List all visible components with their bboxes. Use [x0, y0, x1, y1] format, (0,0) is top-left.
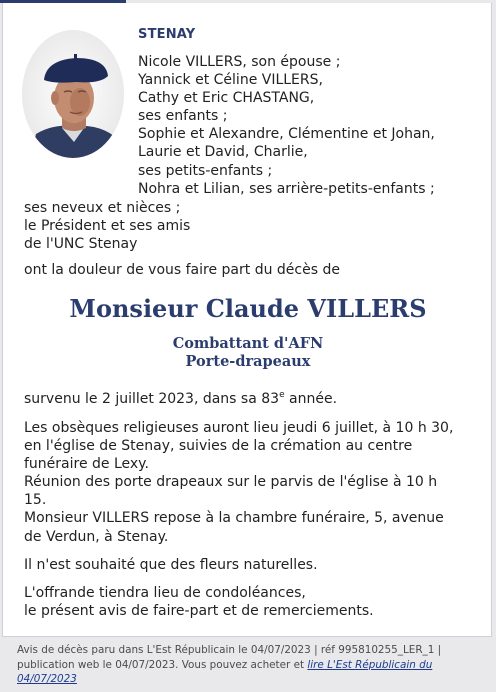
family-line: de l'UNC Stenay	[24, 236, 138, 253]
family-list-full-width	[24, 199, 190, 253]
publication-footer	[17, 643, 441, 687]
closing-line: le présent avis de faire-part et de remerciements.	[24, 603, 374, 620]
family-line: Nicole VILLERS, son épouse ;	[138, 54, 341, 70]
family-line: Laurie et David, Charlie,	[138, 144, 308, 161]
death-text-end: année.	[284, 391, 338, 407]
funeral-line: en l'église de Stenay, suivies de la crémation au centre	[24, 438, 413, 455]
family-line: Yannick et Céline VILLERS,	[138, 72, 323, 89]
family-line: ses petits-enfants ;	[138, 162, 273, 179]
family-line: ses neveux et nièces ;	[24, 200, 181, 216]
deceased-title: Combattant d'AFN	[172, 335, 324, 352]
funeral-line: funéraire de Lexy.	[24, 456, 149, 473]
closing-paragraph	[24, 584, 374, 620]
family-line: le Président et ses amis	[24, 218, 191, 235]
funeral-paragraph	[24, 419, 453, 546]
closing-line: L'offrande tiendra lieu de condoléances,	[24, 585, 306, 601]
footer-line: Avis de décès paru dans L'Est Républicain le 04/07/2023 | réf 995810255_LER_1 |	[17, 644, 442, 656]
family-line: Nohra et Lilian, ses arrière-petits-enfants ;	[138, 180, 435, 197]
death-text: survenu le 2 juillet 2023, dans sa 83	[24, 391, 280, 407]
flowers-paragraph	[24, 556, 318, 574]
funeral-line: Monsieur VILLERS repose à la chambre funéraire, 5, avenue	[24, 510, 444, 527]
flowers-line: Il n'est souhaité que des fleurs naturelles.	[24, 557, 318, 573]
city-heading: STENAY	[138, 27, 196, 42]
family-list-beside-photo	[138, 53, 435, 198]
funeral-line: de Verdun, à Stenay.	[24, 528, 169, 545]
funeral-line: 15.	[24, 492, 47, 509]
deceased-name: Monsieur Claude VILLERS	[69, 294, 427, 323]
ordinal-suffix: e	[279, 390, 285, 400]
portrait-photo	[22, 30, 124, 158]
announcement-text: ont la douleur de vous faire part du décès de	[24, 262, 340, 278]
buy-newspaper-link[interactable]: lire L'Est Républicain du	[307, 658, 433, 671]
buy-newspaper-link-date[interactable]: 04/07/2023	[17, 673, 77, 686]
footer-line: publication web le 04/07/2023. Vous pouvez acheter et	[17, 658, 308, 671]
death-date-paragraph	[24, 390, 337, 408]
family-line: Cathy et Eric CHASTANG,	[138, 90, 315, 107]
family-line: ses enfants ;	[138, 108, 228, 125]
funeral-line: Réunion des porte drapeaux sur le parvis de l'église à 10 h	[24, 474, 438, 491]
family-line: Sophie et Alexandre, Clémentine et Johan,	[138, 126, 435, 143]
funeral-line: Les obsèques religieuses auront lieu jeudi 6 juillet, à 10 h 30,	[24, 420, 454, 436]
deceased-title: Porte-drapeaux	[185, 353, 311, 370]
